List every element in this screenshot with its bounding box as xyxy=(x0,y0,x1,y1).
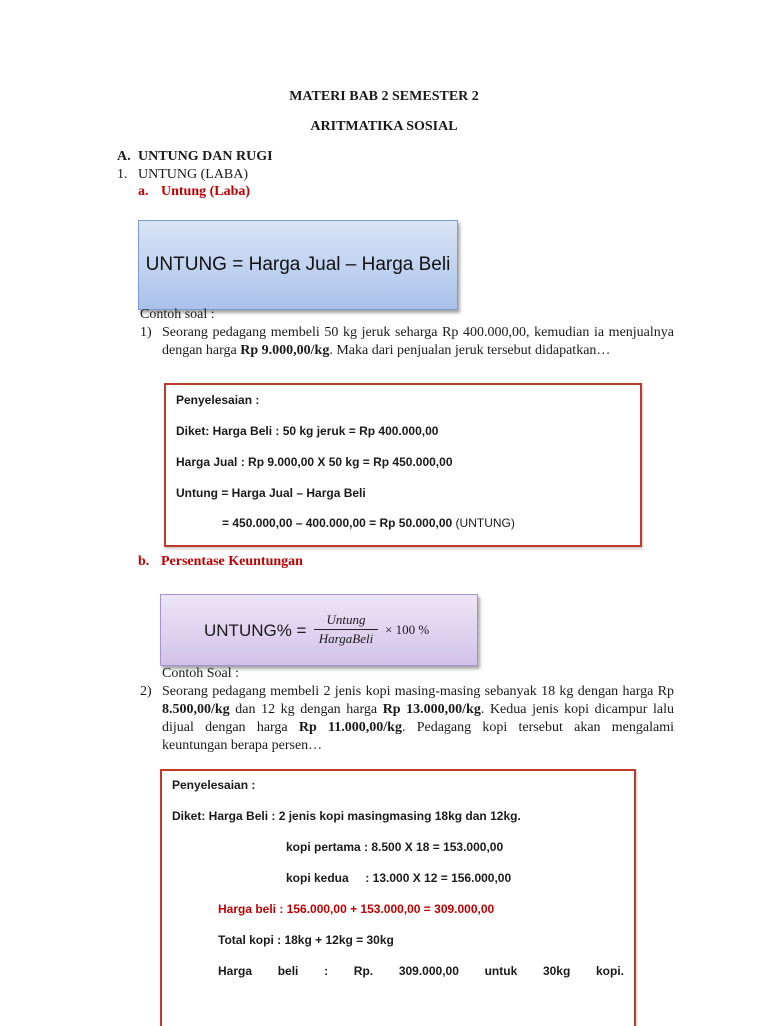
solution-2-line-1: Diket: Harga Beli : 2 jenis kopi masingmasing 18kg dan 12kg. xyxy=(172,809,521,823)
solution-1-result: = 450.000,00 – 400.000,00 = Rp 50.000,00 xyxy=(222,516,453,530)
sub-a-title: Untung (Laba) xyxy=(161,184,251,199)
contoh-1-price: Rp 9.000,00/kg xyxy=(240,343,330,358)
formula-persentase-box xyxy=(160,594,478,666)
fraction-bar xyxy=(314,629,378,630)
solution-1-heading: Penyelesaian : xyxy=(176,393,260,407)
solution-1-result-note: (UNTUNG) xyxy=(452,516,515,530)
contoh-2-text: dan 12 kg dengan harga xyxy=(229,702,383,717)
formula-untung-text: UNTUNG = Harga Jual – Harga Beli xyxy=(145,254,451,275)
formula-denominator: HargaBeli xyxy=(318,631,374,646)
solution-2-heading: Penyelesaian : xyxy=(172,778,256,792)
solution-1-box xyxy=(164,383,642,547)
item-1-marker: 1. xyxy=(117,167,128,182)
solution-1-line-4 xyxy=(222,516,515,530)
formula-numerator: Untung xyxy=(326,612,366,627)
contoh-2-line-4: keuntungan berapa persen… xyxy=(162,738,323,753)
sub-b-marker: b. xyxy=(138,554,150,569)
contoh-2-price-3: Rp 11.000,00/kg xyxy=(298,720,402,735)
document-subtitle: ARITMATIKA SOSIAL xyxy=(310,119,458,134)
contoh-2-text: dijual dengan harga xyxy=(162,720,299,735)
sub-a-marker: a. xyxy=(138,184,149,199)
solution-1-line-2: Harga Jual : Rp 9.000,00 X 50 kg = Rp 450.000,00 xyxy=(176,455,453,469)
section-a-marker: A. xyxy=(117,149,131,164)
solution-2-line-4: Harga beli : 156.000,00 + 153.000,00 = 309.000,00 xyxy=(218,902,495,916)
contoh-1-number: 1) xyxy=(140,325,152,340)
solution-1-line-1: Diket: Harga Beli : 50 kg jeruk = Rp 400.000,00 xyxy=(176,424,439,438)
contoh-2-price-2: Rp 13.000,00/kg xyxy=(382,702,481,717)
solution-2-line-6: Harga beli : Rp. 309.000,00 untuk 30kg kopi. xyxy=(218,964,624,978)
contoh-2-label: Contoh Soal : xyxy=(162,666,240,681)
formula-lhs: UNTUNG% = xyxy=(204,621,307,640)
contoh-1-label: Contoh soal : xyxy=(140,307,215,322)
contoh-2-text: . Pedagang kopi tersebut akan mengalami xyxy=(401,720,674,735)
formula-rhs: × 100 % xyxy=(385,622,430,637)
contoh-2-price-1: 8.500,00/kg xyxy=(162,702,230,717)
contoh-1-line-2 xyxy=(162,342,610,360)
solution-2-line-3: kopi kedua : 13.000 X 12 = 156.000,00 xyxy=(286,871,512,885)
contoh-2-line-3 xyxy=(162,719,674,737)
document-title: MATERI BAB 2 SEMESTER 2 xyxy=(289,89,479,104)
contoh-1-line-1: Seorang pedagang membeli 50 kg jeruk seharga Rp 400.000,00, kemudian ia menjualnya xyxy=(162,325,674,340)
contoh-2-number: 2) xyxy=(140,684,152,699)
section-a-title: UNTUNG DAN RUGI xyxy=(138,149,273,164)
contoh-2-line-1: Seorang pedagang membeli 2 jenis kopi masing-masing sebanyak 18 kg dengan harga Rp xyxy=(162,684,674,699)
solution-2-box xyxy=(160,769,636,1026)
item-1-title: UNTUNG (LABA) xyxy=(138,167,249,182)
solution-1-line-3: Untung = Harga Jual – Harga Beli xyxy=(176,486,366,500)
solution-2-line-2: kopi pertama : 8.500 X 18 = 153.000,00 xyxy=(286,840,504,854)
contoh-2-line-2 xyxy=(162,701,674,719)
contoh-2-text: . Kedua jenis kopi dicampur lalu xyxy=(480,702,675,717)
contoh-1-text: . Maka dari penjualan jeruk tersebut didapatkan… xyxy=(329,343,611,358)
sub-b-title: Persentase Keuntungan xyxy=(161,554,303,569)
contoh-1-text: dengan harga xyxy=(162,343,241,358)
solution-2-line-5: Total kopi : 18kg + 12kg = 30kg xyxy=(218,933,394,947)
formula-untung-box xyxy=(138,220,458,310)
